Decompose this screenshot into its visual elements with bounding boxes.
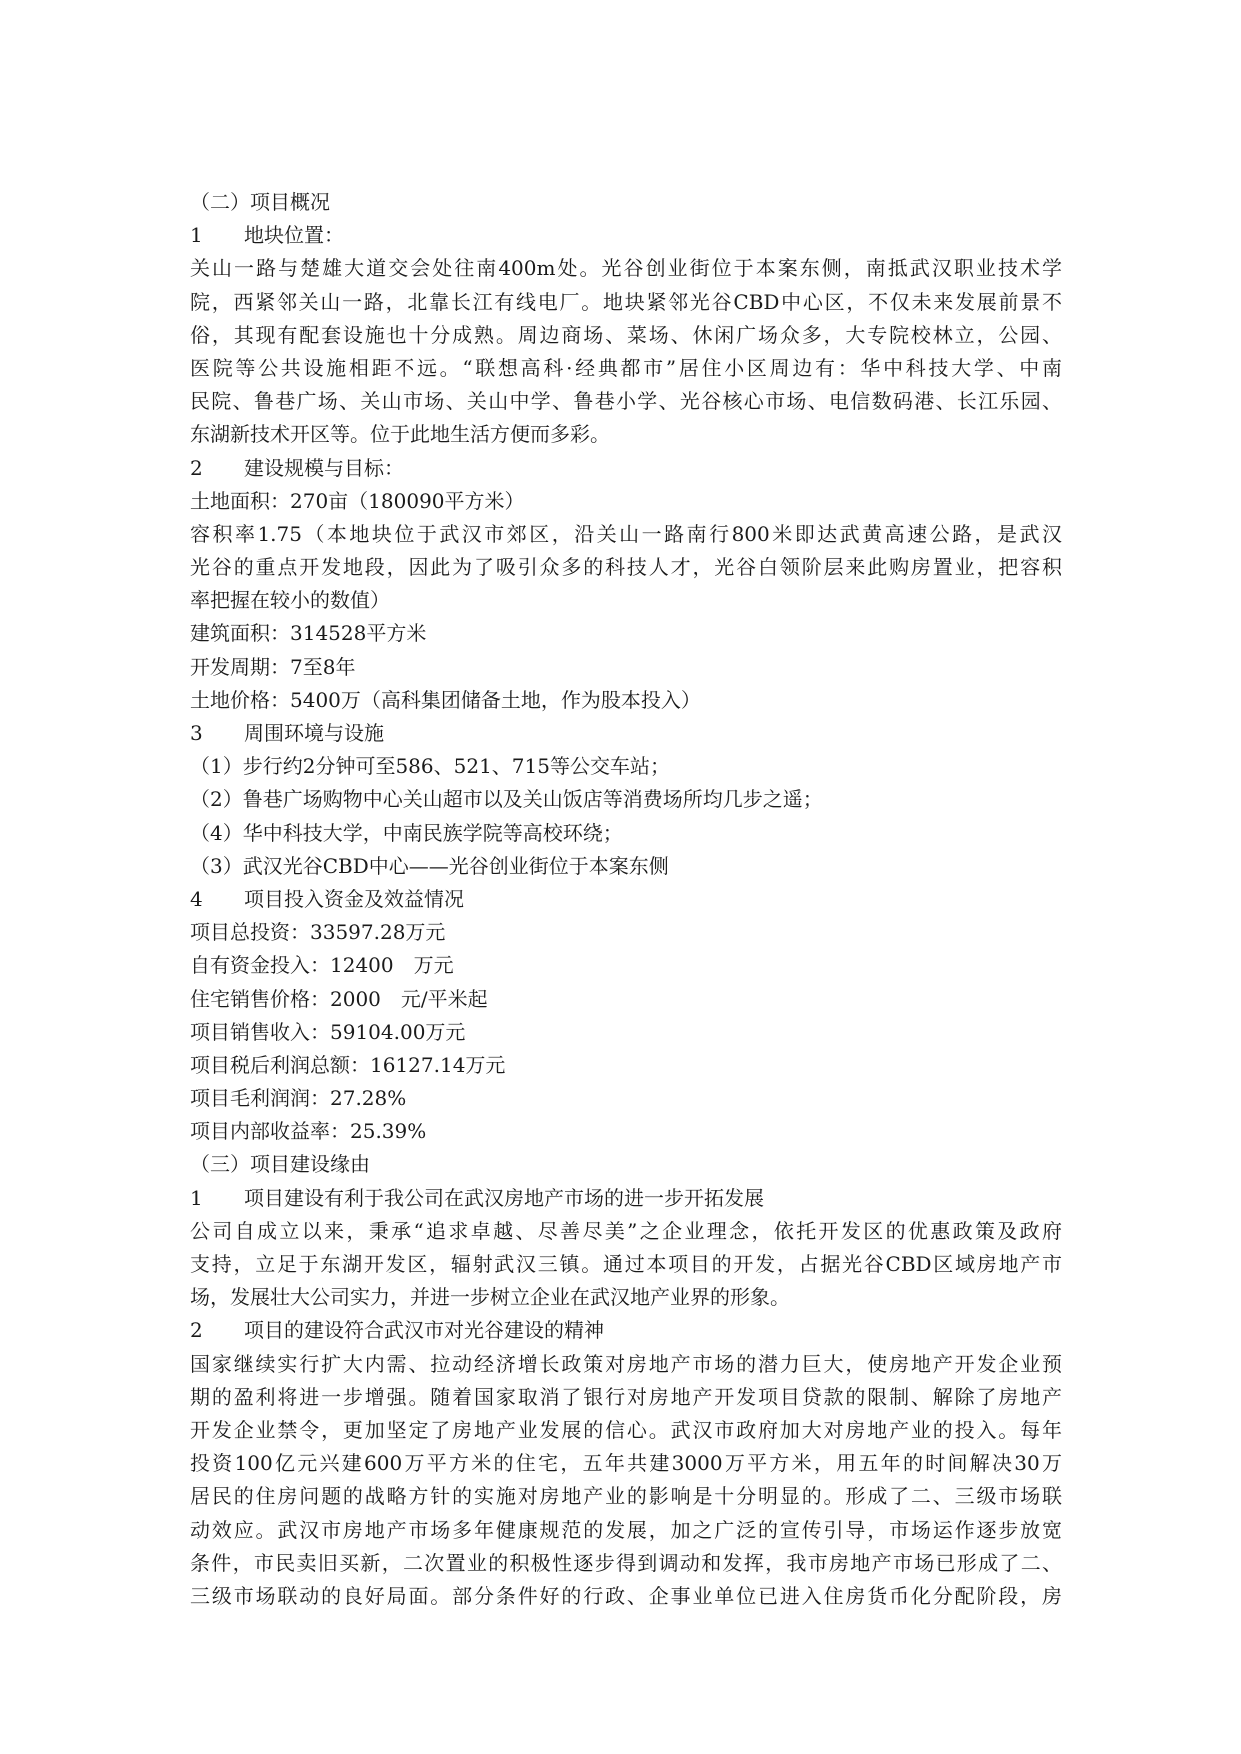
text-line: 场，发展壮大公司实力，并进一步树立企业在武汉地产业界的形象。 <box>190 1285 790 1310</box>
paragraph-line: 投资100亿元兴建600万平方米的住宅，五年共建3000万平方米，用五年的时间解决30万 <box>190 1451 1062 1476</box>
item-number: 2 <box>190 455 203 480</box>
paragraph-line: 三级市场联动的良好局面。部分条件好的行政、企事业单位已进入住房货币化分配阶段，房 <box>190 1583 1062 1608</box>
paragraph-line: 支持，立足于东湖开发区，辐射武汉三镇。通过本项目的开发，占据光谷CBD区域房地产市 <box>190 1252 1062 1276</box>
text-line: （2）鲁巷广场购物中心关山超市以及关山饭店等消费场所均几步之遥； <box>190 787 823 812</box>
item-title: 地块位置： <box>244 223 344 248</box>
paragraph-line: 期的盈利将进一步增强。随着国家取消了银行对房地产开发项目贷款的限制、解除了房地产 <box>190 1384 1062 1409</box>
paragraph-line: 国家继续实行扩大内需、拉动经济增长政策对房地产市场的潜力巨大，使房地产开发企业预 <box>190 1351 1062 1376</box>
text-line: （4）华中科技大学，中南民族学院等高校环绕； <box>190 820 623 845</box>
item-number: 1 <box>190 223 203 248</box>
text-line: （1）步行约2分钟可至586、521、715等公交车站； <box>190 754 670 779</box>
text-line: 开发周期：7至8年 <box>190 654 356 679</box>
item-title: 周围环境与设施 <box>244 721 384 745</box>
text-line: （3）武汉光谷CBD中心——光谷创业街位于本案东侧 <box>190 853 669 878</box>
item-title: 项目的建设符合武汉市对光谷建设的精神 <box>244 1318 604 1343</box>
paragraph-line: 光谷的重点开发地段，因此为了吸引众多的科技人才，光谷白领阶层来此购房置业，把容积 <box>190 555 1062 580</box>
text-line: 土地面积：270亩（180090平方米） <box>190 488 525 513</box>
item-title: 建设规模与目标： <box>244 455 404 480</box>
paragraph-line: 医院等公共设施相距不远。“联想高科·经典都市”居住小区周边有：华中科技大学、中南 <box>190 355 1062 380</box>
numbered-subheading <box>190 1182 1062 1215</box>
section-heading: （三）项目建设缘由 <box>190 1152 370 1177</box>
text-line: 率把握在较小的数值） <box>190 588 390 613</box>
item-number: 2 <box>190 1318 203 1343</box>
text-line: 项目毛利润润：27.28% <box>190 1086 407 1111</box>
paragraph-line: 容积率1.75（本地块位于武汉市郊区，沿关山一路南行800米即达武黄高速公路，是武汉 <box>190 521 1062 546</box>
paragraph-line: 开发企业禁令，更加坚定了房地产业发展的信心。武汉市政府加大对房地产业的投入。每年 <box>190 1417 1062 1442</box>
paragraph-line: 公司自成立以来，秉承“追求卓越、尽善尽美”之企业理念，依托开发区的优惠政策及政府 <box>190 1218 1062 1243</box>
text-line: 住宅销售价格：2000 元/平米起 <box>190 986 488 1011</box>
numbered-subheading <box>190 219 1062 252</box>
numbered-subheading <box>190 883 1062 916</box>
text-line: 土地价格：5400万（高科集团储备土地，作为股本投入） <box>190 687 701 712</box>
item-title: 项目建设有利于我公司在武汉房地产市场的进一步开拓发展 <box>244 1185 764 1210</box>
section-heading: （二）项目概况 <box>190 190 330 214</box>
item-number: 1 <box>190 1185 203 1210</box>
numbered-subheading <box>190 1314 1062 1347</box>
text-line: 项目总投资：33597.28万元 <box>190 920 446 945</box>
document-body <box>190 186 1062 1613</box>
text-line: 项目销售收入：59104.00万元 <box>190 1019 466 1044</box>
text-line: 项目内部收益率：25.39% <box>190 1119 427 1144</box>
numbered-subheading <box>190 452 1062 485</box>
text-line: 东湖新技术开区等。位于此地生活方便而多彩。 <box>190 422 610 447</box>
paragraph-line: 院，西紧邻关山一路，北靠长江有线电厂。地块紧邻光谷CBD中心区，不仅未来发展前景不 <box>190 289 1062 314</box>
item-number: 3 <box>190 721 203 745</box>
paragraph-line: 动效应。武汉市房地产市场多年健康规范的发展，加之广泛的宣传引导，市场运作逐步放宽 <box>190 1517 1062 1542</box>
text-line: 自有资金投入：12400 万元 <box>190 953 454 978</box>
paragraph-line: 居民的住房问题的战略方针的实施对房地产业的影响是十分明显的。形成了二、三级市场联 <box>190 1484 1062 1509</box>
text-line: 项目税后利润总额：16127.14万元 <box>190 1052 506 1077</box>
item-title: 项目投入资金及效益情况 <box>244 886 464 911</box>
item-number: 4 <box>190 886 203 911</box>
text-line: 建筑面积：314528平方米 <box>190 621 427 646</box>
numbered-subheading <box>190 717 1062 750</box>
paragraph-line: 条件，市民卖旧买新，二次置业的积极性逐步得到调动和发挥，我市房地产市场已形成了二、 <box>190 1550 1062 1575</box>
paragraph-line: 关山一路与楚雄大道交会处往南400m处。光谷创业街位于本案东侧，南抵武汉职业技术学 <box>190 256 1062 281</box>
paragraph-line: 俗，其现有配套设施也十分成熟。周边商场、菜场、休闲广场众多，大专院校林立，公园、 <box>190 322 1062 347</box>
paragraph-line: 民院、鲁巷广场、关山市场、关山中学、鲁巷小学、光谷核心市场、电信数码港、长江乐园、 <box>190 389 1062 414</box>
